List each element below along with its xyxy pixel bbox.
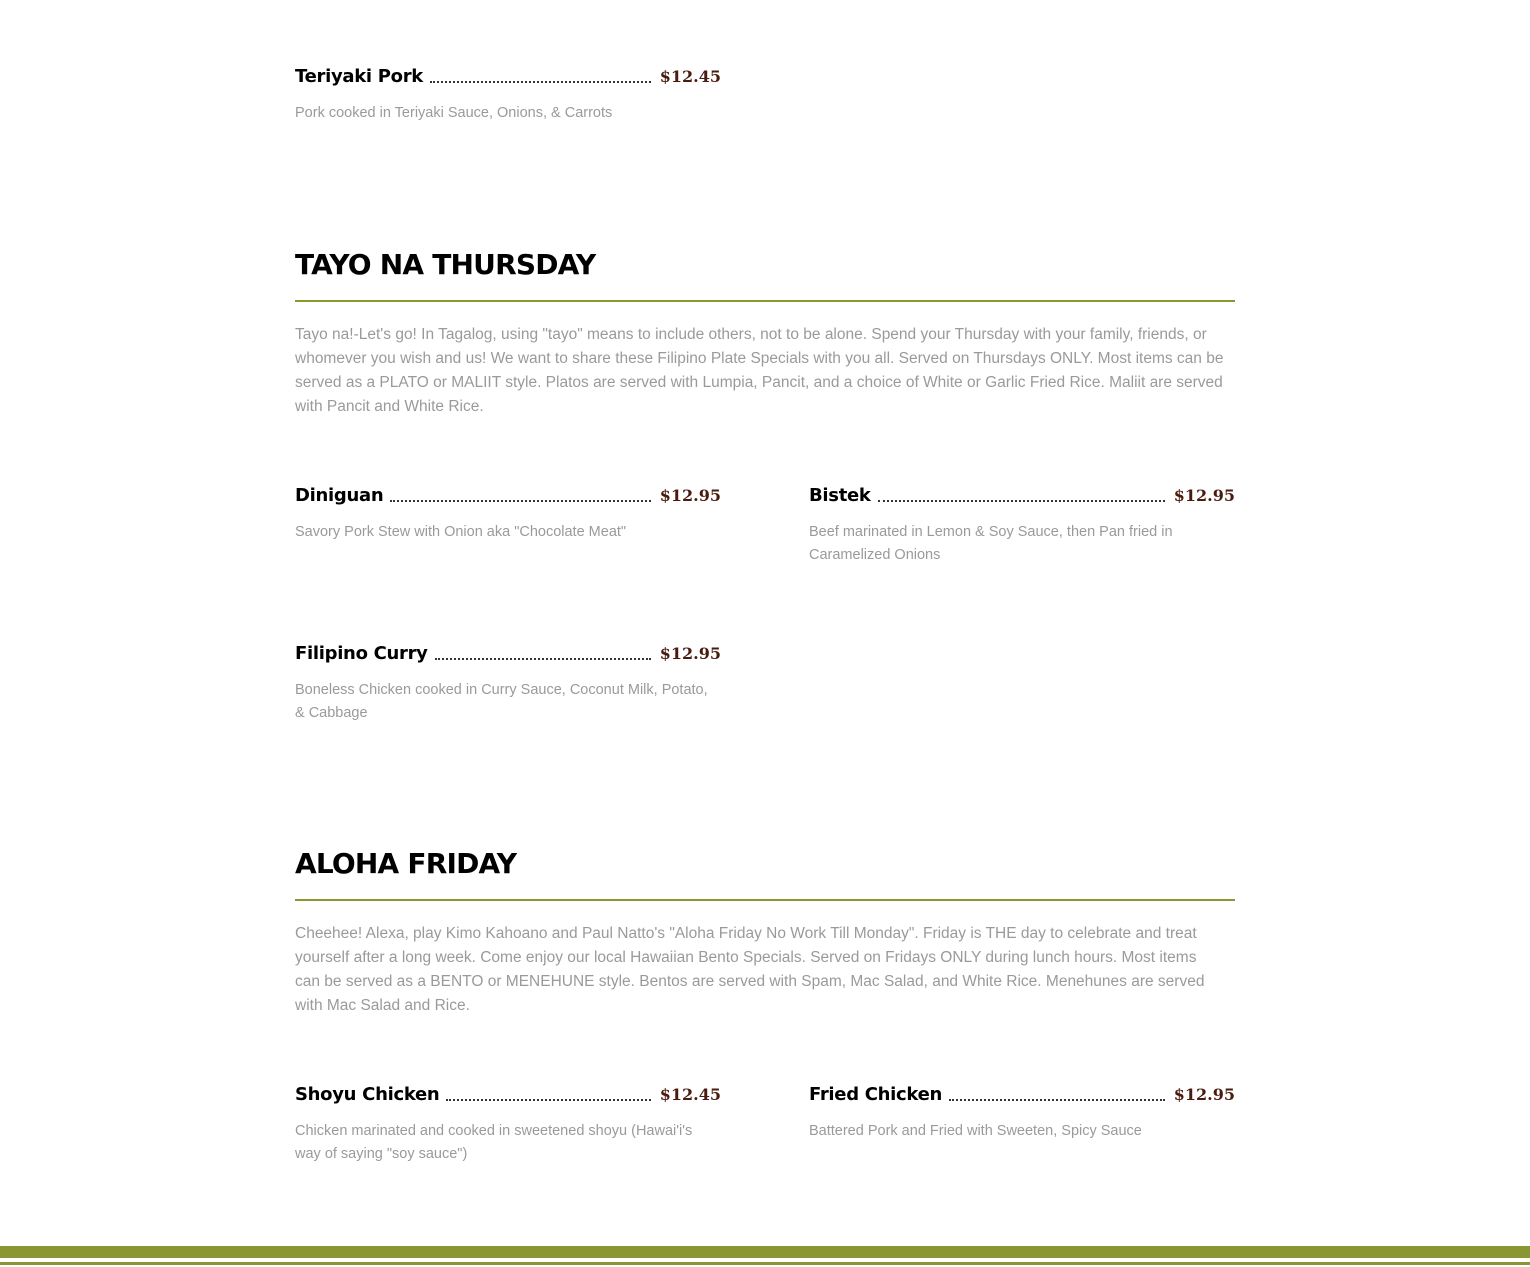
menu-item-name: Diniguan <box>295 485 384 506</box>
menu-item-name: Teriyaki Pork <box>295 66 423 87</box>
menu-item-header <box>295 637 721 665</box>
menu-item-fried-chicken <box>809 1078 1235 1143</box>
menu-item-description: Battered Pork and Fried with Sweeten, Spicy Sauce <box>809 1123 1142 1139</box>
menu-item-description: Pork cooked in Teriyaki Sauce, Onions, & Carrots <box>295 105 613 121</box>
menu-item-teriyaki-pork <box>295 60 721 125</box>
dotted-leader <box>390 499 650 502</box>
menu-item-header <box>295 479 721 507</box>
menu-item-header <box>295 60 721 88</box>
menu-item-shoyu-chicken <box>295 1078 721 1165</box>
footer-accent-bar <box>0 1246 1530 1258</box>
menu-item-name: Filipino Curry <box>295 643 428 664</box>
menu-item-description: Beef marinated in Lemon & Soy Sauce, then Pan fried in Caramelized Onions <box>809 524 1173 563</box>
menu-item-price: $12.95 <box>659 644 721 663</box>
dotted-leader <box>446 1098 650 1101</box>
menu-item-header <box>295 1078 721 1106</box>
section-divider <box>295 300 1235 302</box>
menu-item-bistek <box>809 479 1235 566</box>
dotted-leader <box>949 1098 1165 1101</box>
menu-item-name: Fried Chicken <box>809 1084 943 1105</box>
menu-item-header <box>809 1078 1235 1106</box>
dotted-leader <box>878 499 1165 502</box>
menu-item-name: Bistek <box>809 485 871 506</box>
section-divider <box>295 899 1235 901</box>
menu-item-header <box>809 479 1235 507</box>
menu-item-description: Savory Pork Stew with Onion aka "Chocolate Meat" <box>295 524 627 540</box>
menu-item-description: Boneless Chicken cooked in Curry Sauce, Coconut Milk, Potato, & Cabbage <box>295 682 708 721</box>
footer-accent-line <box>0 1262 1530 1265</box>
section-title-friday: ALOHA FRIDAY <box>295 847 517 880</box>
menu-item-diniguan <box>295 479 721 544</box>
menu-item-description: Chicken marinated and cooked in sweetened shoyu (Hawai'i's way of saying "soy sauce") <box>295 1123 693 1162</box>
menu-item-price: $12.95 <box>1173 1085 1235 1104</box>
menu-item-name: Shoyu Chicken <box>295 1084 440 1105</box>
menu-item-filipino-curry <box>295 637 721 724</box>
menu-item-price: $12.95 <box>1173 486 1235 505</box>
section-title-thursday: TAYO NA THURSDAY <box>295 248 596 281</box>
section-description-friday: Cheehee! Alexa, play Kimo Kahoano and Paul Natto's "Aloha Friday No Work Till Monday". Friday is THE day to celebrate and treat yourself after a long week. Come enjoy our local Hawaiian Bento Specials. Served on Fridays ONLY during lunch hours. Most items can be served as a BENTO or MENEHUNE style. Bentos are served with Spam, Mac Salad, and White Rice. Menehunes are served with Mac Salad and Rice. <box>295 925 1205 1014</box>
menu-item-price: $12.95 <box>659 486 721 505</box>
menu-item-price: $12.45 <box>659 67 721 86</box>
menu-item-price: $12.45 <box>659 1085 721 1104</box>
dotted-leader <box>430 80 651 83</box>
dotted-leader <box>435 657 651 660</box>
section-description-thursday: Tayo na!-Let's go! In Tagalog, using "tayo" means to include others, not to be alone. Spend your Thursday with your family, friends, or whomever you wish and us! We want to share these Filipino Plate Specials with you all. Served on Thursdays ONLY. Most items can be served as a PLATO or MALIIT style. Platos are served with Lumpia, Pancit, and a choice of White or Garlic Fried Rice. Maliit are served with Pancit and White Rice. <box>295 326 1224 415</box>
